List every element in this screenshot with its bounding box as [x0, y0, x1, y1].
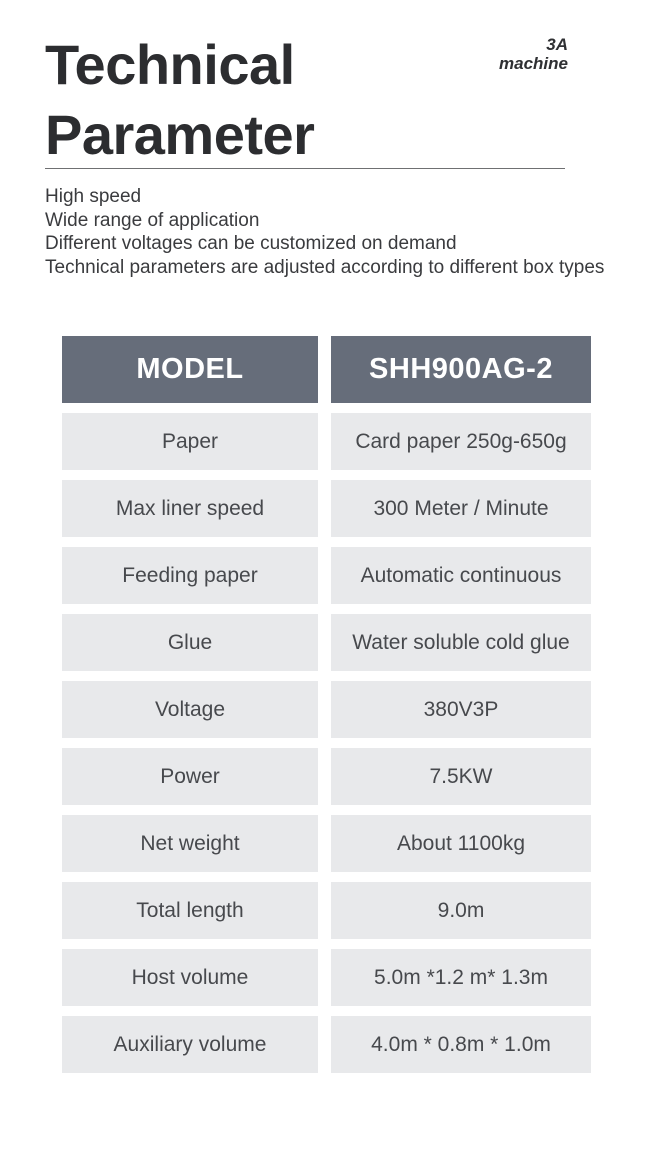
param-name-cell: Power	[62, 748, 318, 805]
param-name-cell: Glue	[62, 614, 318, 671]
param-value-cell: Water soluble cold glue	[331, 614, 591, 671]
param-name-cell: Feeding paper	[62, 547, 318, 604]
feature-list	[45, 185, 605, 279]
param-value-cell: Card paper 250g-650g	[331, 413, 591, 470]
brand-mark	[499, 35, 568, 73]
page-title	[45, 30, 314, 170]
table-row	[62, 882, 591, 939]
table-row	[62, 547, 591, 604]
param-value-cell: 380V3P	[331, 681, 591, 738]
spec-table	[62, 336, 591, 1073]
table-row	[62, 748, 591, 805]
param-name-cell: Paper	[62, 413, 318, 470]
param-name-cell: Auxiliary volume	[62, 1016, 318, 1073]
feature-item: Technical parameters are adjusted according to different box types	[45, 256, 605, 278]
param-name-cell: Host volume	[62, 949, 318, 1006]
feature-item: Wide range of application	[45, 209, 260, 231]
table-row	[62, 480, 591, 537]
param-value-cell: 5.0m *1.2 m* 1.3m	[331, 949, 591, 1006]
brand-line-2: machine	[499, 54, 568, 73]
param-value-cell: About 1100kg	[331, 815, 591, 872]
table-row	[62, 815, 591, 872]
param-value-cell: 9.0m	[331, 882, 591, 939]
brand-line-1: 3A	[546, 35, 568, 54]
feature-item: High speed	[45, 186, 142, 207]
param-name-cell: Voltage	[62, 681, 318, 738]
table-row	[62, 1016, 591, 1073]
feature-item: Different voltages can be customized on demand	[45, 233, 457, 254]
page-title-line-1: Technical	[45, 33, 295, 96]
table-row	[62, 413, 591, 470]
model-number-header-cell: SHH900AG-2	[331, 336, 591, 403]
param-value-cell: 300 Meter / Minute	[331, 480, 591, 537]
param-value-cell: 4.0m * 0.8m * 1.0m	[331, 1016, 591, 1073]
page-title-line-2: Parameter	[45, 103, 315, 166]
table-header-row	[62, 336, 591, 403]
table-row	[62, 681, 591, 738]
param-name-cell: Max liner speed	[62, 480, 318, 537]
model-header-cell: MODEL	[62, 336, 318, 403]
param-name-cell: Total length	[62, 882, 318, 939]
table-row	[62, 949, 591, 1006]
param-value-cell: Automatic continuous	[331, 547, 591, 604]
param-name-cell: Net weight	[62, 815, 318, 872]
table-row	[62, 614, 591, 671]
param-value-cell: 7.5KW	[331, 748, 591, 805]
title-divider	[45, 168, 565, 169]
